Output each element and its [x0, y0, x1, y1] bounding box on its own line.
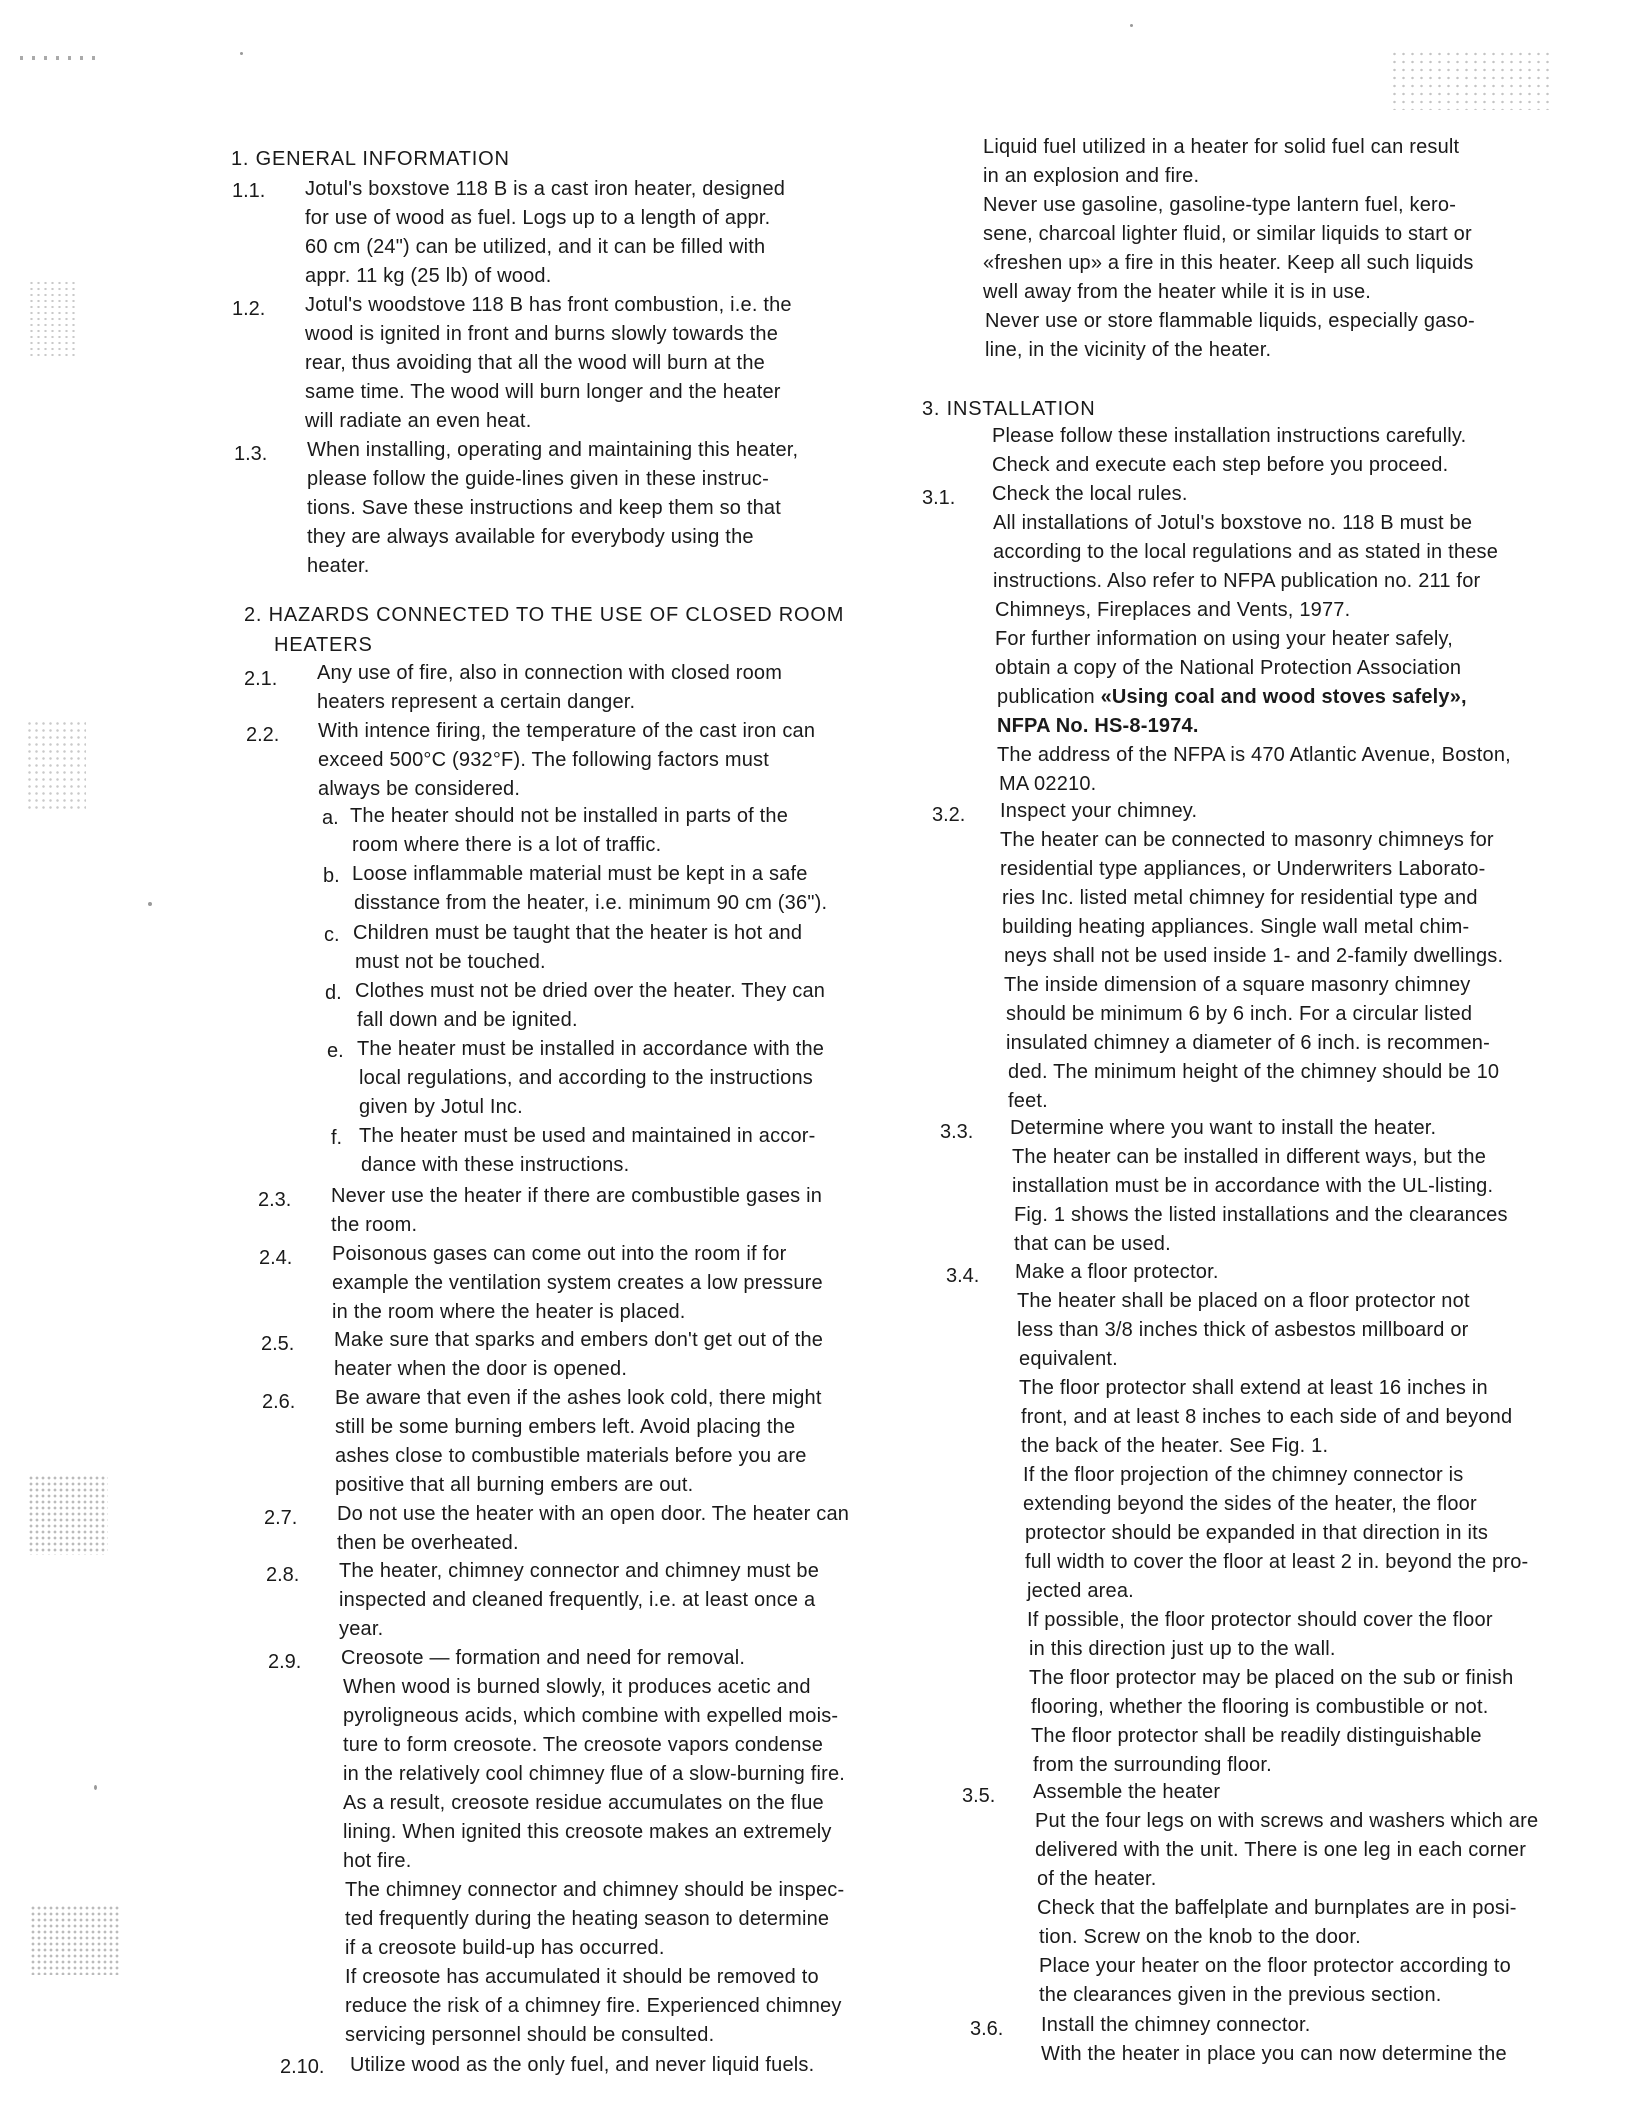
item-number: 2.8. — [266, 1564, 300, 1586]
item-number: 2.3. — [258, 1189, 292, 1211]
text-line: tion. Screw on the knob to the door. — [1039, 1926, 1361, 1948]
text-line: full width to cover the floor at least 2 in. beyond the pro- — [1025, 1551, 1529, 1573]
item-number: 1.2. — [232, 298, 266, 320]
text-line: Liquid fuel utilized in a heater for solid fuel can result — [983, 136, 1460, 158]
text-line: reduce the risk of a chimney fire. Experienced chimney — [345, 1995, 842, 2017]
text-line: Please follow these installation instructions carefully. — [992, 425, 1467, 447]
text-line: ries Inc. listed metal chimney for residential type and — [1002, 887, 1478, 909]
text-line: inspected and cleaned frequently, i.e. at least once a — [339, 1589, 816, 1611]
text-line: servicing personnel should be consulted. — [345, 2024, 715, 2046]
text-line: Never use the heater if there are combustible gases in — [331, 1185, 823, 1207]
item-number: 2.5. — [261, 1333, 295, 1355]
text-line: in the relatively cool chimney flue of a slow-burning fire. — [343, 1763, 846, 1785]
text-line: Jotul's woodstove 118 B has front combustion, i.e. the — [305, 294, 792, 316]
text-line: local regulations, and according to the instructions — [359, 1067, 813, 1089]
item-letter: b. — [323, 865, 340, 887]
text-line: As a result, creosote residue accumulates on the flue — [343, 1792, 824, 1814]
text-line: Never use gasoline, gasoline-type lantern fuel, kero- — [983, 194, 1457, 216]
text-line: Inspect your chimney. — [1000, 800, 1198, 822]
text-line: Jotul's boxstove 118 B is a cast iron heater, designed — [305, 178, 786, 200]
item-letter: d. — [325, 982, 342, 1004]
text-line: Put the four legs on with screws and washers which are — [1035, 1810, 1539, 1832]
item-number: 3.5. — [962, 1785, 996, 1807]
text-line: The heater, chimney connector and chimney must be — [339, 1560, 820, 1582]
publication-word: publication — [997, 686, 1101, 708]
item-number: 2.2. — [246, 724, 280, 746]
text-line: in this direction just up to the wall. — [1029, 1638, 1336, 1660]
text-line: The heater shall be placed on a floor protector not — [1017, 1290, 1470, 1312]
text-line: The heater must be used and maintained in accor- — [359, 1125, 816, 1147]
text-line: disstance from the heater, i.e. minimum 90 cm (36"). — [354, 892, 828, 914]
text-line: still be some burning embers left. Avoid placing the — [335, 1416, 796, 1438]
text-line: MA 02210. — [999, 773, 1097, 795]
text-line: If possible, the floor protector should cover the floor — [1027, 1609, 1493, 1631]
text-line: When installing, operating and maintaining this heater, — [307, 439, 799, 461]
text-line: Check the local rules. — [992, 483, 1188, 505]
text-line: room where there is a lot of traffic. — [352, 834, 662, 856]
text-line: extending beyond the sides of the heater, the floor — [1023, 1493, 1477, 1515]
text-line: lining. When ignited this creosote makes an extremely — [343, 1821, 832, 1843]
text-line: All installations of Jotul's boxstove no. 118 B must be — [993, 512, 1473, 534]
text-line: year. — [339, 1618, 384, 1640]
text-line: With the heater in place you can now determine the — [1041, 2043, 1507, 2065]
text-line: will radiate an even heat. — [305, 410, 532, 432]
text-line: The chimney connector and chimney should be inspec- — [345, 1879, 845, 1901]
item-number: 3.2. — [932, 804, 966, 826]
item-number: 1.1. — [232, 180, 266, 202]
text-line: For further information on using your heater safely, — [995, 628, 1454, 650]
text-line: line, in the vicinity of the heater. — [985, 339, 1272, 361]
text-line: Utilize wood as the only fuel, and never liquid fuels. — [350, 2054, 815, 2076]
text-line: Chimneys, Fireplaces and Vents, 1977. — [995, 599, 1351, 621]
text-line: The heater can be installed in different ways, but the — [1012, 1146, 1487, 1168]
text-line: tions. Save these instructions and keep them so that — [307, 497, 782, 519]
item-number: 2.10. — [280, 2056, 325, 2078]
text-line: wood is ignited in front and burns slowly towards the — [305, 323, 779, 345]
item-letter: c. — [324, 924, 340, 946]
text-line: Install the chimney connector. — [1041, 2014, 1311, 2036]
text-line: The inside dimension of a square masonry chimney — [1004, 974, 1471, 996]
text-line: if a creosote build-up has occurred. — [345, 1937, 665, 1959]
text-line: Determine where you want to install the heater. — [1010, 1117, 1437, 1139]
text-line: neys shall not be used inside 1- and 2-family dwellings. — [1004, 945, 1504, 967]
text-line: heater when the door is opened. — [334, 1358, 628, 1380]
text-line: Do not use the heater with an open door. The heater can — [337, 1503, 850, 1525]
text-line: Make sure that sparks and embers don't get out of the — [334, 1329, 824, 1351]
text-line: insulated chimney a diameter of 6 inch. is recommen- — [1006, 1032, 1490, 1054]
text-line: protector should be expanded in that direction in its — [1025, 1522, 1489, 1544]
text-line: If the floor projection of the chimney connector is — [1023, 1464, 1464, 1486]
item-number: 2.4. — [259, 1247, 293, 1269]
text-line — [997, 684, 1467, 710]
text-line: ted frequently during the heating season to determine — [345, 1908, 830, 1930]
text-line: dance with these instructions. — [361, 1154, 630, 1176]
text-line: 60 cm (24") can be utilized, and it can be filled with — [305, 236, 766, 258]
text-line: from the surrounding floor. — [1033, 1754, 1272, 1776]
item-number: 2.6. — [262, 1391, 296, 1413]
text-line: pyroligneous acids, which combine with expelled mois- — [343, 1705, 839, 1727]
text-line: feet. — [1008, 1090, 1048, 1112]
item-letter: a. — [322, 807, 339, 829]
text-line: When wood is burned slowly, it produces acetic and — [343, 1676, 811, 1698]
text-line: ded. The minimum height of the chimney should be 10 — [1008, 1061, 1500, 1083]
text-line: well away from the heater while it is in use. — [983, 281, 1372, 303]
item-letter: e. — [327, 1040, 344, 1062]
text-line: the clearances given in the previous section. — [1039, 1984, 1442, 2006]
text-line: should be minimum 6 by 6 inch. For a circular listed — [1006, 1003, 1473, 1025]
text-line: less than 3/8 inches thick of asbestos millboard or — [1017, 1319, 1469, 1341]
text-line: The floor protector shall be readily distinguishable — [1031, 1725, 1482, 1747]
text-line: Never use or store flammable liquids, especially gaso- — [985, 310, 1475, 332]
section-2-title: 2. HAZARDS CONNECTED TO THE USE OF CLOSED ROOM — [244, 604, 845, 626]
text-line: equivalent. — [1019, 1348, 1118, 1370]
section-3-title: 3. INSTALLATION — [922, 398, 1096, 420]
publication-title: «Using coal and wood stoves safely», — [1100, 686, 1467, 708]
text-line: the back of the heater. See Fig. 1. — [1021, 1435, 1329, 1457]
text-line: hot fire. — [343, 1850, 412, 1872]
text-line: Loose inflammable material must be kept in a safe — [352, 863, 808, 885]
text-line: front, and at least 8 inches to each side of and beyond — [1021, 1406, 1513, 1428]
item-number: 2.9. — [268, 1651, 302, 1673]
text-line: Assemble the heater — [1033, 1781, 1221, 1803]
item-number: 1.3. — [234, 443, 268, 465]
nfpa-number: NFPA No. HS-8-1974. — [997, 715, 1199, 737]
text-line: of the heater. — [1037, 1868, 1157, 1890]
text-line: The floor protector shall extend at least 16 inches in — [1019, 1377, 1488, 1399]
text-line: exceed 500°C (932°F). The following factors must — [318, 749, 769, 771]
text-line: building heating appliances. Single wall metal chim- — [1002, 916, 1470, 938]
text-line: residential type appliances, or Underwriters Laborato- — [1000, 858, 1486, 880]
text-line: rear, thus avoiding that all the wood will burn at the — [305, 352, 765, 374]
text-line: the room. — [331, 1214, 418, 1236]
text-line: Fig. 1 shows the listed installations and the clearances — [1014, 1204, 1508, 1226]
text-line: must not be touched. — [355, 951, 546, 973]
text-line: «freshen up» a fire in this heater. Keep all such liquids — [983, 252, 1474, 274]
section-2-title-cont: HEATERS — [274, 634, 373, 656]
text-line: The address of the NFPA is 470 Atlantic Avenue, Boston, — [997, 744, 1511, 766]
text-line: given by Jotul Inc. — [359, 1096, 523, 1118]
text-line: according to the local regulations and as stated in these — [993, 541, 1499, 563]
text-line: Any use of fire, also in connection with closed room — [317, 662, 783, 684]
text-line: flooring, whether the flooring is combustible or not. — [1031, 1696, 1489, 1718]
text-line: in an explosion and fire. — [983, 165, 1200, 187]
item-number: 3.4. — [946, 1265, 980, 1287]
text-line: heater. — [307, 555, 370, 577]
text-line: always be considered. — [318, 778, 521, 800]
item-number: 2.7. — [264, 1507, 298, 1529]
text-line: Check and execute each step before you proceed. — [992, 454, 1449, 476]
text-line: If creosote has accumulated it should be removed to — [345, 1966, 819, 1988]
text-line: ture to form creosote. The creosote vapors condense — [343, 1734, 824, 1756]
text-line: delivered with the unit. There is one leg in each corner — [1035, 1839, 1527, 1861]
text-line: Check that the baffelplate and burnplates are in posi- — [1037, 1897, 1517, 1919]
text-line: Be aware that even if the ashes look cold, there might — [335, 1387, 822, 1409]
text-line: they are always available for everybody using the — [307, 526, 754, 548]
text-line: obtain a copy of the National Protection Association — [995, 657, 1462, 679]
text-line: same time. The wood will burn longer and the heater — [305, 381, 781, 403]
text-line: jected area. — [1027, 1580, 1134, 1602]
text-line: that can be used. — [1014, 1233, 1171, 1255]
text-line: instructions. Also refer to NFPA publication no. 211 for — [993, 570, 1481, 592]
text-line: Make a floor protector. — [1015, 1261, 1219, 1283]
text-line: example the ventilation system creates a low pressure — [332, 1272, 823, 1294]
text-line: The heater can be connected to masonry chimneys for — [1000, 829, 1494, 851]
text-line: positive that all burning embers are out. — [335, 1474, 694, 1496]
text-line: heaters represent a certain danger. — [317, 691, 636, 713]
text-line: for use of wood as fuel. Logs up to a length of appr. — [305, 207, 771, 229]
section-1-title: 1. GENERAL INFORMATION — [231, 148, 510, 170]
text-line: fall down and be ignited. — [357, 1009, 578, 1031]
text-line: Place your heater on the floor protector according to — [1039, 1955, 1511, 1977]
text-line: Clothes must not be dried over the heater. They can — [355, 980, 826, 1002]
item-number: 3.6. — [970, 2018, 1004, 2040]
text-line: The heater must be installed in accordance with the — [357, 1038, 825, 1060]
item-letter: f. — [331, 1127, 343, 1149]
text-line: please follow the guide-lines given in these instruc- — [307, 468, 769, 490]
text-line: With intence firing, the temperature of the cast iron can — [318, 720, 816, 742]
text-line: Children must be taught that the heater is hot and — [353, 922, 803, 944]
item-number: 3.1. — [922, 487, 956, 509]
text-line: Poisonous gases can come out into the room if for — [332, 1243, 787, 1265]
text-line: installation must be in accordance with the UL-listing. — [1012, 1175, 1494, 1197]
text-line: The heater should not be installed in parts of the — [350, 805, 789, 827]
text-line: in the room where the heater is placed. — [332, 1301, 686, 1323]
text-line: ashes close to combustible materials before you are — [335, 1445, 807, 1467]
text-line: Creosote — formation and need for removal. — [341, 1647, 746, 1669]
text-line: then be overheated. — [337, 1532, 519, 1554]
item-number: 2.1. — [244, 668, 278, 690]
item-number: 3.3. — [940, 1121, 974, 1143]
text-line: sene, charcoal lighter fluid, or similar liquids to start or — [983, 223, 1472, 245]
text-line: The floor protector may be placed on the sub or finish — [1029, 1667, 1514, 1689]
text-line: appr. 11 kg (25 lb) of wood. — [305, 265, 552, 287]
